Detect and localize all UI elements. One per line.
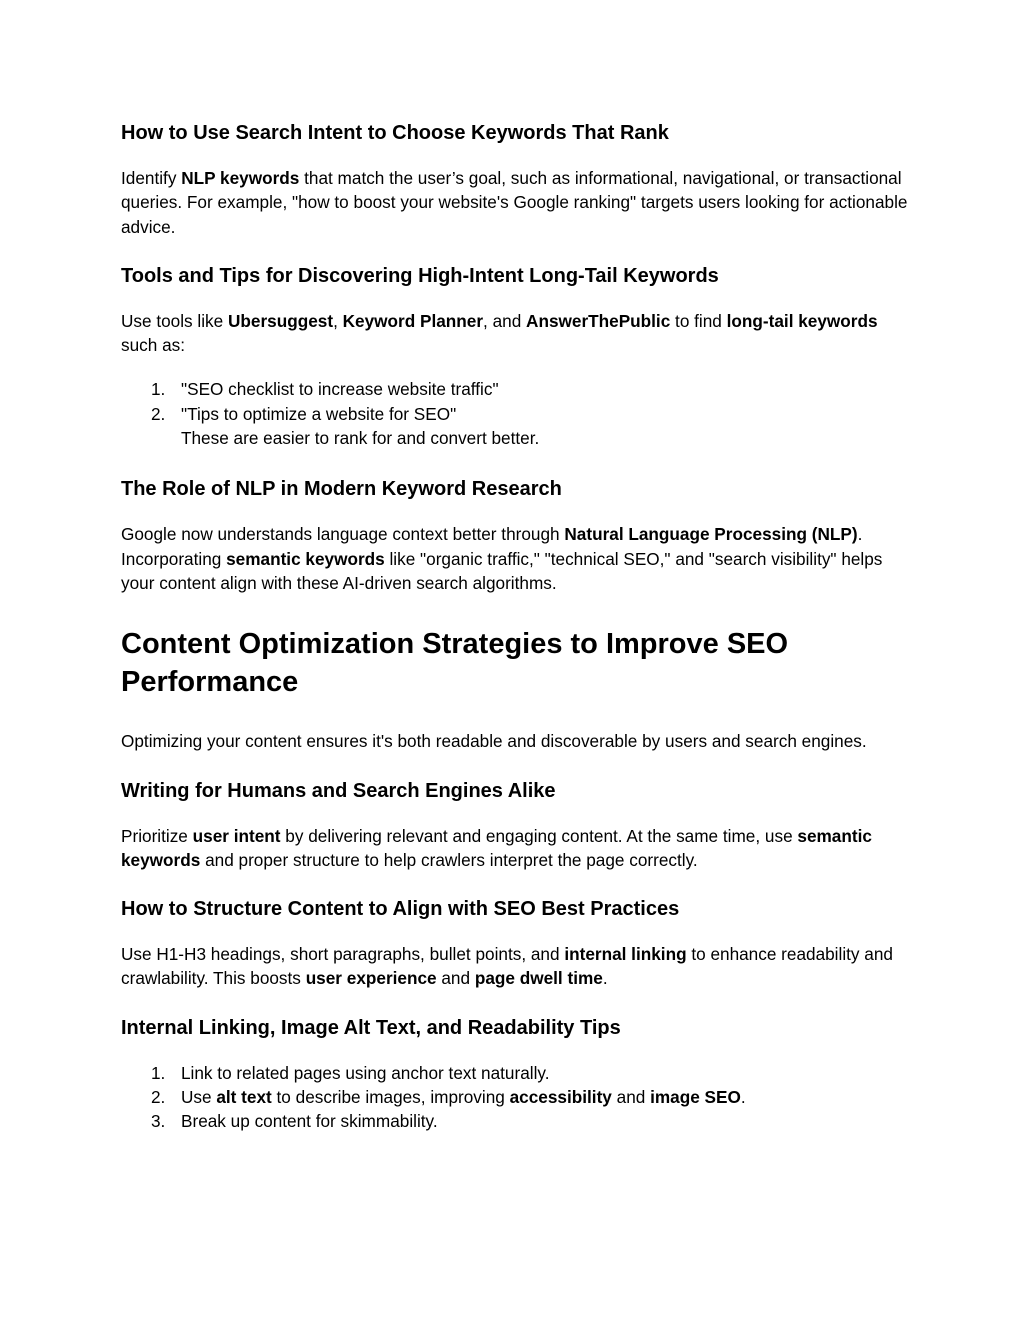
list-item-text: Break up content for skimmability. — [181, 1111, 438, 1132]
bold-term-user-experience: user experience — [305, 968, 437, 989]
text-run: by delivering relevant and engaging content. At the same time, use — [280, 825, 798, 846]
heading-linking: Internal Linking, Image Alt Text, and Readability Tips — [121, 1016, 621, 1039]
list-item — [121, 377, 911, 401]
bold-term-semantic-keywords: semantic keywords — [121, 825, 872, 870]
text-run: and proper structure to help crawlers interpret the page correctly. — [200, 849, 698, 870]
paragraph-tools — [121, 309, 911, 358]
bold-term-user-intent: user intent — [192, 825, 281, 846]
bold-term-image-seo: image SEO — [650, 1087, 741, 1108]
text-run: such as: — [121, 335, 186, 356]
text-run: and — [611, 1087, 651, 1108]
list-number: 2. — [151, 1087, 166, 1108]
text-run: Use — [181, 1087, 217, 1108]
text-run: . — [602, 968, 608, 989]
list-item-text: "SEO checklist to increase website traffic" — [181, 379, 499, 400]
bold-term-alt-text: alt text — [216, 1087, 272, 1108]
list-item-text: "Tips to optimize a website for SEO" — [181, 403, 457, 424]
bold-term-semantic-keywords: semantic keywords — [226, 548, 385, 569]
heading-structure: How to Structure Content to Align with SEO Best Practices — [121, 898, 680, 921]
list-number: 2. — [151, 403, 166, 424]
paragraph-search-intent — [121, 166, 911, 239]
text-run: Use tools like — [121, 310, 228, 331]
heading-search-intent: How to Use Search Intent to Choose Keywords That Rank — [121, 122, 669, 144]
bold-term-internal-linking: internal linking — [564, 944, 687, 965]
bold-term-page-dwell-time: page dwell time — [474, 968, 603, 989]
list-number: 1. — [151, 1062, 166, 1083]
paragraph-content-optimization: Optimizing your content ensures it's both readable and discoverable by users and search engines. — [121, 731, 867, 752]
bold-term-ubersuggest: Ubersuggest — [228, 310, 334, 331]
paragraph-writing — [121, 824, 911, 873]
heading-tools: Tools and Tips for Discovering High-Intent Long-Tail Keywords — [121, 264, 719, 287]
text-run: . — [740, 1087, 746, 1108]
text-run: to describe images, improving — [271, 1087, 510, 1108]
text-run: and — [436, 968, 475, 989]
bold-term-long-tail-keywords: long-tail keywords — [726, 310, 878, 331]
list-number: 1. — [151, 379, 166, 400]
list-item-continuation: These are easier to rank for and convert better. — [181, 428, 540, 449]
text-run: Use H1-H3 headings, short paragraphs, bullet points, and — [121, 944, 565, 965]
paragraph-structure — [121, 942, 911, 991]
text-run: , — [333, 310, 343, 331]
text-run: Identify — [121, 168, 182, 188]
list-item — [121, 1061, 911, 1085]
paragraph-nlp — [121, 522, 911, 595]
list-item — [121, 402, 911, 451]
text-run: , and — [483, 310, 527, 331]
bold-term-nlp-keywords: NLP keywords — [181, 168, 300, 188]
linking-list — [121, 1061, 911, 1134]
heading-nlp: The Role of NLP in Modern Keyword Research — [121, 478, 562, 501]
text-run: Prioritize — [121, 825, 193, 846]
list-number: 3. — [151, 1111, 166, 1132]
list-item-text: Link to related pages using anchor text naturally. — [181, 1062, 550, 1083]
bold-term-answerthepublic: AnswerThePublic — [526, 310, 671, 331]
text-run: Google now understands language context better through — [121, 524, 565, 545]
text-run: to enhance readability and crawlability. This boosts — [121, 944, 893, 989]
heading-writing: Writing for Humans and Search Engines Alike — [121, 779, 556, 802]
text-run: . Incorporating — [121, 524, 863, 569]
heading-content-optimization: Content Optimization Strategies to Improve SEO Performance — [121, 628, 789, 699]
list-item — [121, 1085, 911, 1109]
bold-term-keyword-planner: Keyword Planner — [342, 310, 484, 331]
text-run: like "organic traffic," "technical SEO," and "search visibility" helps your content align with these AI-driven search algorithms. — [121, 548, 883, 593]
list-item — [121, 1109, 911, 1133]
bold-term-nlp: Natural Language Processing (NLP) — [564, 524, 858, 545]
document-page — [121, 110, 911, 1134]
text-run: that match the user’s goal, such as informational, navigational, or transactional queries. For example, "how to boost your website's Google ranking" targets users looking for actionable advice. — [121, 168, 908, 237]
tools-list — [121, 377, 911, 450]
text-run: to find — [670, 310, 727, 331]
bold-term-accessibility: accessibility — [509, 1087, 612, 1108]
